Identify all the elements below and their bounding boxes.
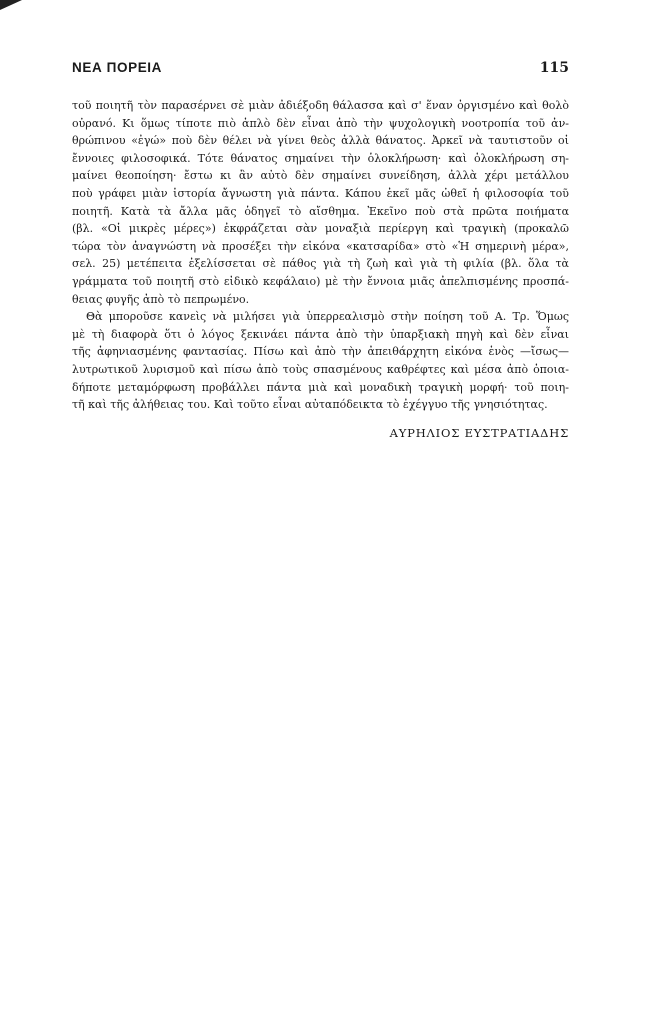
text-line: οὐρανό. Κι ὅμως τίποτε πιὸ ἁπλὸ δὲν εἶναι ἀπὸ τὴν ψυχολογικὴ νοοτροπία τοῦ ἀν- — [72, 116, 569, 130]
text-line: τοῦ ποιητῆ τὸν παρασέρνει σὲ μιὰν ἀδιέξοδη θάλασσα καὶ σ' ἕναν ὀργισμένο καὶ θολὸ — [72, 99, 569, 112]
text-line: λυτρωτικοῦ λυρισμοῦ καὶ πίσω ἀπὸ τοὺς σπασμένους καθρέφτες καὶ μέσα ἀπὸ ὁποια- — [72, 362, 569, 376]
scan-corner-mark — [0, 0, 22, 10]
text-line: γράμματα τοῦ ποιητῆ στὸ εἰδικὸ κεφάλαιο) μὲ τὴν ἔννοια μιᾶς ἀπελπισμένης προσπά- — [72, 274, 569, 288]
text-line: σελ. 25) μετέπειτα ἐξελίσσεται σὲ πάθος γιὰ τὴ ζωὴ καὶ γιὰ τὴ φιλία (βλ. ὅλα τὰ — [72, 257, 569, 271]
text-line: θρώπινου «ἐγώ» ποὺ δὲν θέλει νὰ γίνει θεὸς ἀλλὰ θάνατος. Ἀρκεῖ νὰ ταυτιστοῦν οἱ — [72, 134, 569, 148]
text-line: δήποτε μεταμόρφωση προβάλλει πάντα μιὰ καὶ μοναδικὴ τραγικὴ μορφή· τοῦ ποιη- — [72, 380, 569, 394]
running-title: ΝΕΑ ΠΟΡΕΙΑ — [72, 60, 163, 75]
paragraph-2 — [72, 308, 569, 414]
article-body — [72, 97, 569, 414]
text-line: (βλ. «Οἱ μικρὲς μέρες») ἐκφράζεται σὰν μοναξιὰ περίεργη καὶ τραγικὴ (προκαλῶ — [72, 222, 569, 236]
text-line: ποιητῆ. Κατὰ τὰ ἄλλα μᾶς ὁδηγεῖ τὸ αἴσθημα. Ἐκεῖνο ποὺ στὰ πρῶτα ποιήματα — [72, 204, 569, 218]
text-line: μαίνει θεοποίηση· ἔστω κι ἂν αὐτὸ δὲν σημαίνει συνείδηση, ἀλλὰ χέρι μετάλλου — [72, 169, 569, 183]
text-line: τῆς ἀφηνιασμένης φαντασίας. Πίσω καὶ ἀπὸ τὴν ἀπειθάρχητη εἰκόνα ἑνὸς —ἴσως— — [72, 345, 569, 359]
text-line: τῆ καὶ τῆς ἀλήθειας του. Καὶ τοῦτο εἶναι αὐταπόδεικτα τὸ ἐχέγγυο τῆς γνησιότητας. — [72, 398, 548, 412]
text-line: ποὺ γράφει μιὰν ἱστορία ἄγνωστη γιὰ πάντα. Κάπου ἐκεῖ μᾶς ὠθεῖ ἡ φιλοσοφία τοῦ — [72, 186, 569, 200]
page-number: 115 — [539, 60, 569, 76]
paragraph-1 — [72, 97, 569, 308]
author-signature: ΑΥΡΗΛΙΟΣ ΕΥΣΤΡΑΤΙΑΔΗΣ — [389, 426, 569, 440]
text-line: μὲ τὴ διαφορὰ ὅτι ὁ λόγος ξεκινάει πάντα ἀπὸ τὴν ὑπαρξιακὴ πηγὴ καὶ δὲν εἶναι — [72, 327, 569, 341]
page-header — [72, 60, 569, 80]
text-line: θειας φυγῆς ἀπὸ τὸ πεπρωμένο. — [72, 292, 250, 306]
text-line: Θὰ μποροῦσε κανεὶς νὰ μιλήσει γιὰ ὑπερρεαλισμὸ στὴν ποίηση τοῦ Α. Τρ. Ὅμως — [86, 310, 569, 324]
text-line: ἔννοιες φιλοσοφικά. Τότε θάνατος σημαίνει τὴν ὁλοκλήρωση· καὶ ὁλοκλήρωση ση- — [72, 151, 569, 165]
text-line: τώρα τὸν ἀναγνώστη νὰ προσέξει τὴν εἰκόνα «κατσαρίδα» στὸ «Ἡ σημερινὴ μέρα», — [72, 239, 569, 253]
